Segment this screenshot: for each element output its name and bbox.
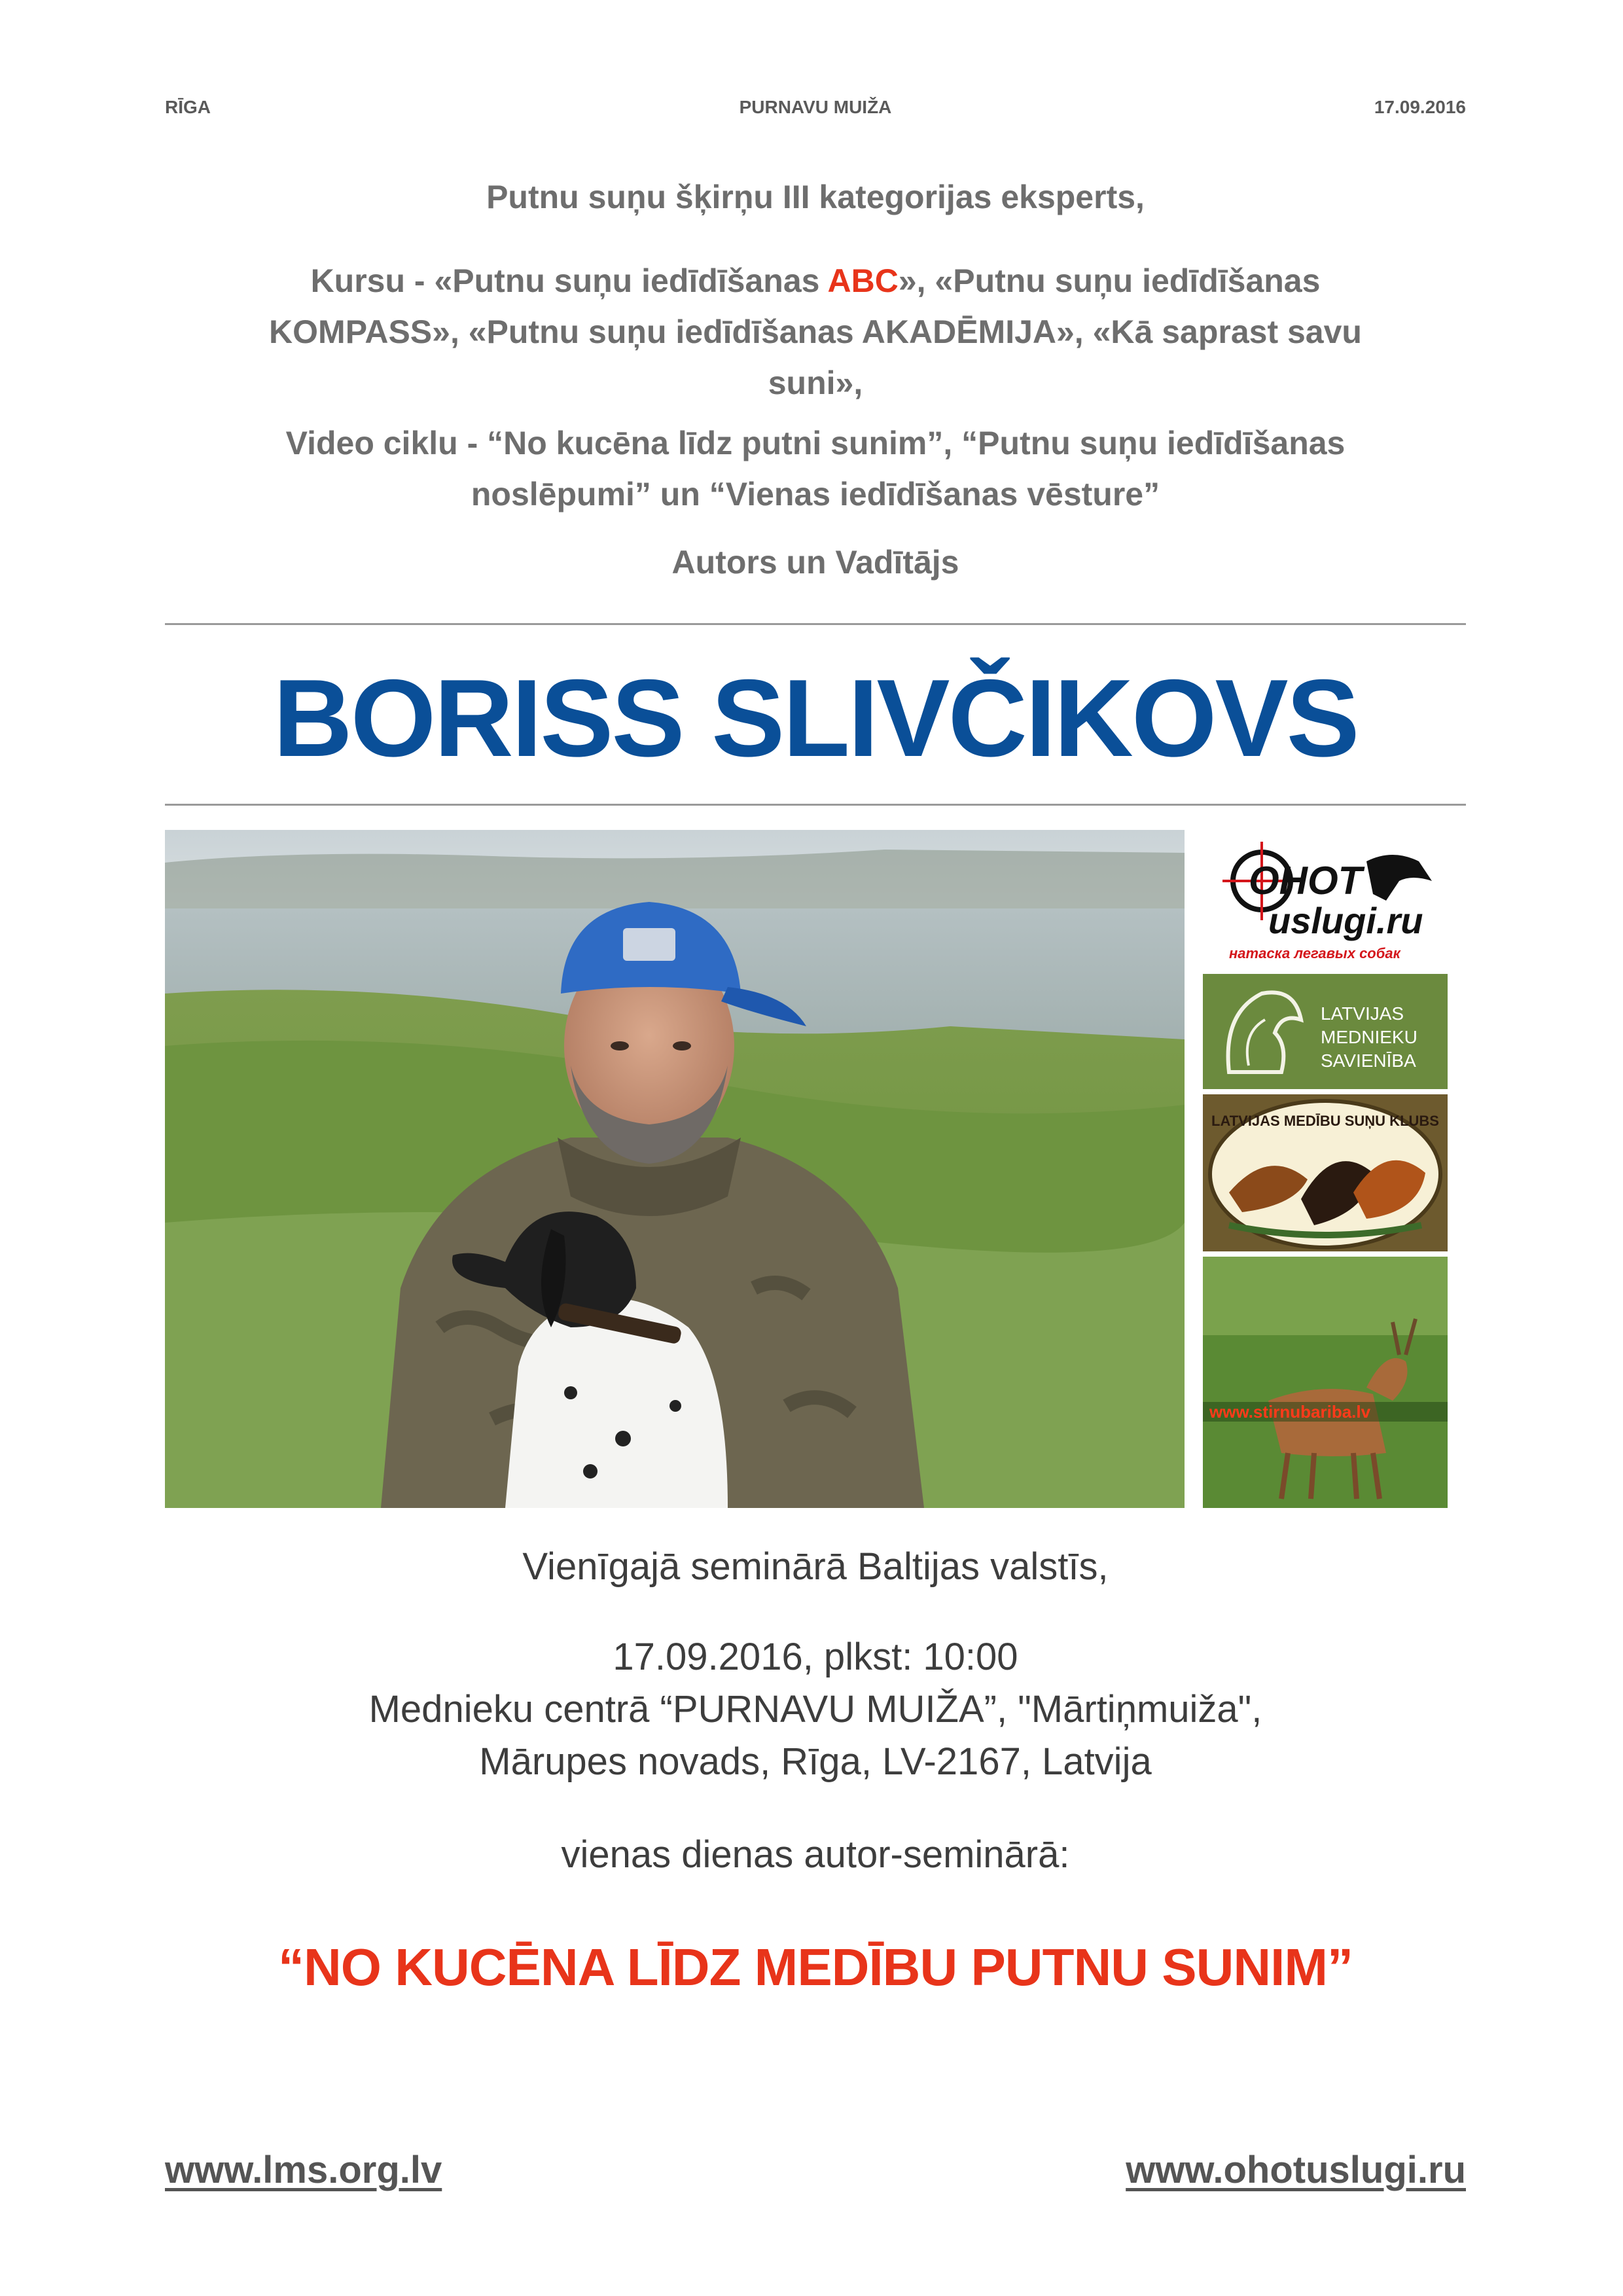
header-venue: PURNAVU MUIŽA <box>739 97 892 117</box>
seminar-title: “NO KUCĒNA LĪDZ MEDĪBU PUTNU SUNIM” <box>278 1938 1353 1996</box>
author-role <box>165 537 1466 588</box>
speaker-photo-illustration <box>165 830 1185 1508</box>
lms-line1: LATVIJAS <box>1321 1003 1404 1024</box>
video-block <box>165 418 1466 520</box>
video-line-2: noslēpumi” un “Vienas iedīdīšanas vēsture” <box>471 476 1160 512</box>
courses-line1-rest: », «Putnu suņu iedīdīšanas <box>898 262 1321 299</box>
stirnubariba-ad-art <box>1203 1257 1448 1508</box>
courses-line-2: KOMPASS», «Putnu suņu iedīdīšanas AKADĒMIJA», «Kā saprast savu <box>269 314 1362 350</box>
event-details <box>165 1631 1466 1788</box>
stirnubariba-ad <box>1203 1257 1448 1508</box>
event-intro: Vienīgajā seminārā Baltijas valstīs, <box>522 1545 1109 1588</box>
ohot-sub-text: uslugi.ru <box>1268 900 1423 941</box>
ohot-tagline-text: натаска легавых собак <box>1229 945 1400 961</box>
event-date: 17.09.2016, plkst: 10:00 <box>613 1636 1018 1678</box>
video-line-1: Video ciklu - “No kucēna līdz putni sunim”, “Putnu suņu iedīdīšanas <box>285 425 1346 461</box>
expert-title-line: Putnu suņu šķirņu III kategorijas eksperts, <box>486 179 1145 215</box>
courses-block <box>165 255 1466 408</box>
lms-logo-art <box>1203 974 1448 1089</box>
event-address: Mārupes novads, Rīga, LV-2167, Latvija <box>479 1740 1152 1783</box>
divider-top <box>165 623 1466 625</box>
lms-line2: MEDNIEKU <box>1321 1027 1418 1047</box>
ohotuslugi-logo <box>1203 835 1448 966</box>
header-city: RĪGA <box>165 97 211 117</box>
courses-abc: ABC <box>827 262 899 299</box>
speaker-name: BORISS SLIVČIKOVS <box>273 656 1358 780</box>
expert-title <box>165 171 1466 223</box>
speaker-photo <box>165 830 1185 1508</box>
page-header <box>165 97 1466 123</box>
lms-line3: SAVIENĪBA <box>1321 1050 1416 1071</box>
event-type: vienas dienas autor-seminārā: <box>561 1833 1070 1876</box>
lms-logo <box>1203 974 1448 1089</box>
divider-bottom <box>165 804 1466 806</box>
ohot-main-text: OHOT <box>1249 859 1363 903</box>
lmsk-club-logo-art <box>1203 1094 1448 1251</box>
header-date: 17.09.2016 <box>1374 97 1466 117</box>
lms-website-link[interactable]: www.lms.org.lv <box>165 2149 442 2191</box>
stirnubariba-url: www.stirnubariba.lv <box>1209 1402 1371 1422</box>
lmsk-club-logo <box>1203 1094 1448 1251</box>
courses-prefix: Kursu - «Putnu suņu iedīdīšanas <box>310 262 828 299</box>
club-name-text: LATVIJAS MEDĪBU SUŅU KLUBS <box>1211 1113 1439 1129</box>
courses-line-1 <box>165 255 1466 306</box>
ohotuslugi-website-link[interactable]: www.ohotuslugi.ru <box>1126 2149 1466 2191</box>
author-role-text: Autors un Vadītājs <box>671 544 959 581</box>
event-venue: Mednieku centrā “PURNAVU MUIŽA”, "Mārtiņmuiža", <box>368 1688 1262 1731</box>
courses-line-3: suni», <box>768 365 863 401</box>
ohotuslugi-logo-art <box>1203 835 1448 966</box>
